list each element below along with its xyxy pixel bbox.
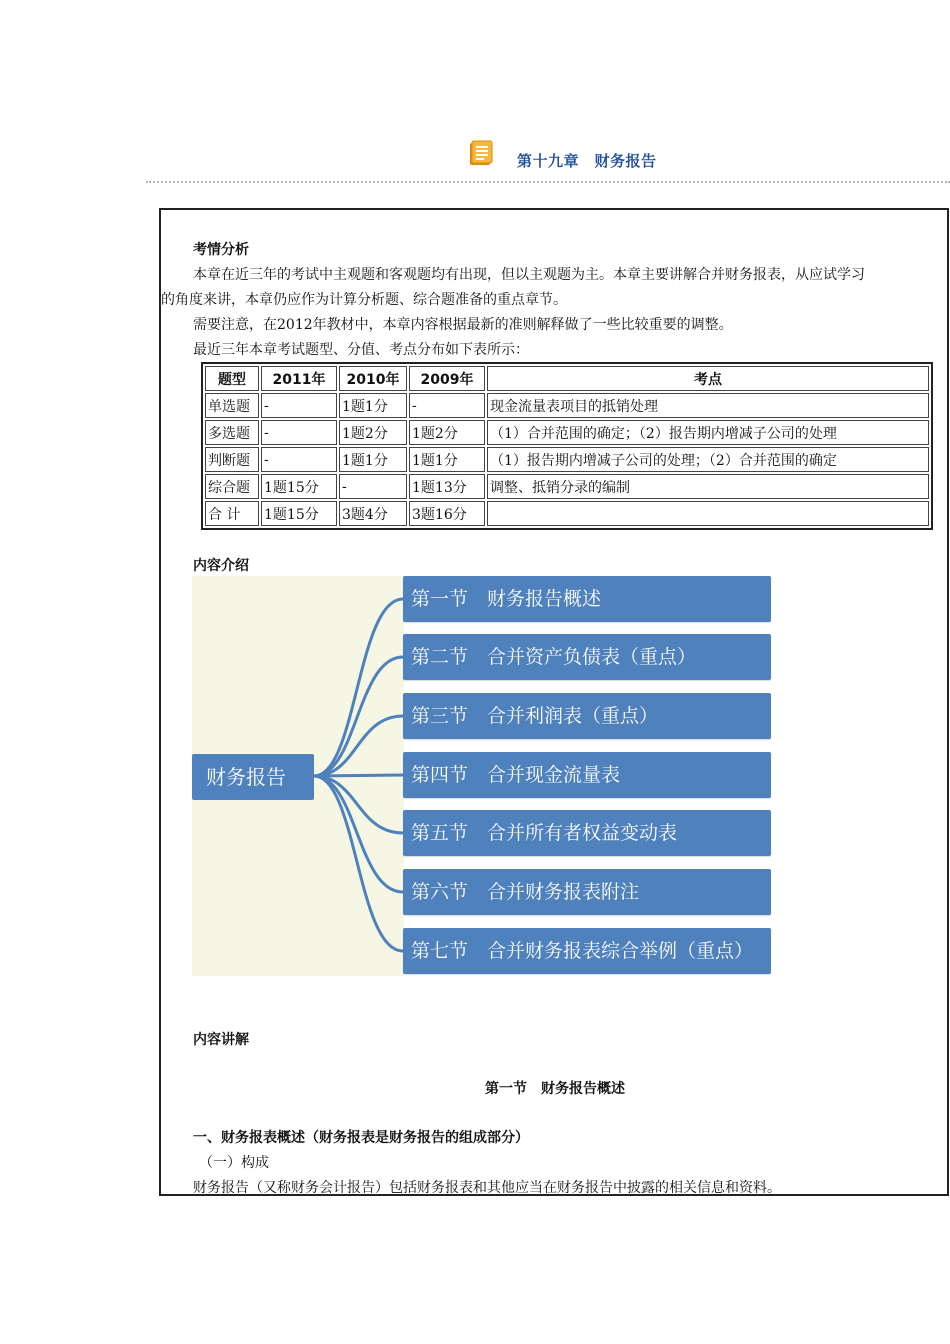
diagram-section-node [403,576,771,622]
table-cell: （1）合并范围的确定；（2）报告期内增减子公司的处理 [487,420,929,445]
section-number: 第五节 [411,822,469,844]
diagram-section-node [403,810,771,856]
table-cell: 判断题 [205,447,259,472]
section-number: 第六节 [411,881,469,903]
table-cell: 3题16分 [409,501,485,526]
content-frame [159,208,949,1196]
exam-distribution-table [201,362,933,530]
diagram-section-node [403,869,771,915]
table-cell: 1题13分 [409,474,485,499]
exam-analysis-heading: 考情分析 [193,242,249,258]
table-cell [487,501,929,526]
table-cell: - [339,474,407,499]
table-header-cell: 2009年 [409,366,485,391]
subsection-heading: 一、财务报表概述（财务报表是财务报告的组成部分） [193,1130,529,1146]
table-cell: 1题1分 [339,393,407,418]
section-number: 第七节 [411,940,469,962]
table-row [205,501,929,526]
table-header-cell: 考点 [487,366,929,391]
section-number: 第三节 [411,705,469,727]
section-title: 合并现金流量表 [487,764,621,786]
table-row [205,393,929,418]
table-cell: 3题4分 [339,501,407,526]
exam-analysis-p3: 最近三年本章考试题型、分值、考点分布如下表所示： [193,342,529,358]
table-cell: 多选题 [205,420,259,445]
table-row [205,420,929,445]
chapter-header [0,136,950,176]
section-title: 合并财务报表综合举例（重点） [487,940,754,962]
table-cell: 综合题 [205,474,259,499]
table-cell: 1题1分 [409,447,485,472]
diagram-section-node [403,928,771,974]
document-icon [469,140,493,166]
table-row [205,474,929,499]
section-number: 第一节 [411,588,469,610]
table-cell: 单选题 [205,393,259,418]
chapter-structure-diagram [192,576,772,976]
table-header-cell: 2011年 [261,366,337,391]
table-header-cell: 2010年 [339,366,407,391]
content-lecture-heading: 内容讲解 [193,1032,249,1048]
table-cell: 调整、抵销分录的编制 [487,474,929,499]
table-cell: 合 计 [205,501,259,526]
section-heading: 第一节 财务报告概述 [485,1081,625,1097]
table-cell: - [409,393,485,418]
section-title: 合并利润表（重点） [487,705,659,727]
table-cell: - [261,393,337,418]
table-cell: - [261,420,337,445]
table-cell: 1题2分 [409,420,485,445]
table-cell: 1题15分 [261,501,337,526]
section-title: 合并所有者权益变动表 [487,822,678,844]
exam-analysis-p1-line1: 本章在近三年的考试中主观题和客观题均有出现，但以主观题为主。本章主要讲解合并财务报表，从应试学习 [193,267,865,283]
table-row [205,447,929,472]
diagram-section-node [403,634,771,680]
item-heading: （一）构成 [199,1155,269,1171]
table-header-cell: 题型 [205,366,259,391]
section-title: 合并财务报表附注 [487,881,640,903]
chapter-title: 第十九章 财务报告 [517,152,657,170]
diagram-section-node [403,693,771,739]
dotted-divider [146,181,950,183]
diagram-root-node: 财务报告 [192,754,314,800]
exam-analysis-p1-line2: 的角度来讲，本章仍应作为计算分析题、综合题准备的重点章节。 [161,292,567,308]
table-header-row [205,366,929,391]
table-cell: 1题1分 [339,447,407,472]
section-number: 第二节 [411,646,469,668]
table-cell: 1题2分 [339,420,407,445]
exam-analysis-p2: 需要注意，在2012年教材中，本章内容根据最新的准则解释做了一些比较重要的调整。 [193,317,733,333]
table-cell: 现金流量表项目的抵销处理 [487,393,929,418]
table-cell: （1）报告期内增减子公司的处理；（2）合并范围的确定 [487,447,929,472]
diagram-section-node [403,752,771,798]
content-intro-heading: 内容介绍 [193,558,249,574]
section-number: 第四节 [411,764,469,786]
table-cell: - [261,447,337,472]
table-cell: 1题15分 [261,474,337,499]
body-text: 财务报告（又称财务会计报告）包括财务报表和其他应当在财务报告中披露的相关信息和资料。 [193,1180,781,1196]
section-title: 合并资产负债表（重点） [487,646,697,668]
section-title: 财务报告概述 [487,588,602,610]
